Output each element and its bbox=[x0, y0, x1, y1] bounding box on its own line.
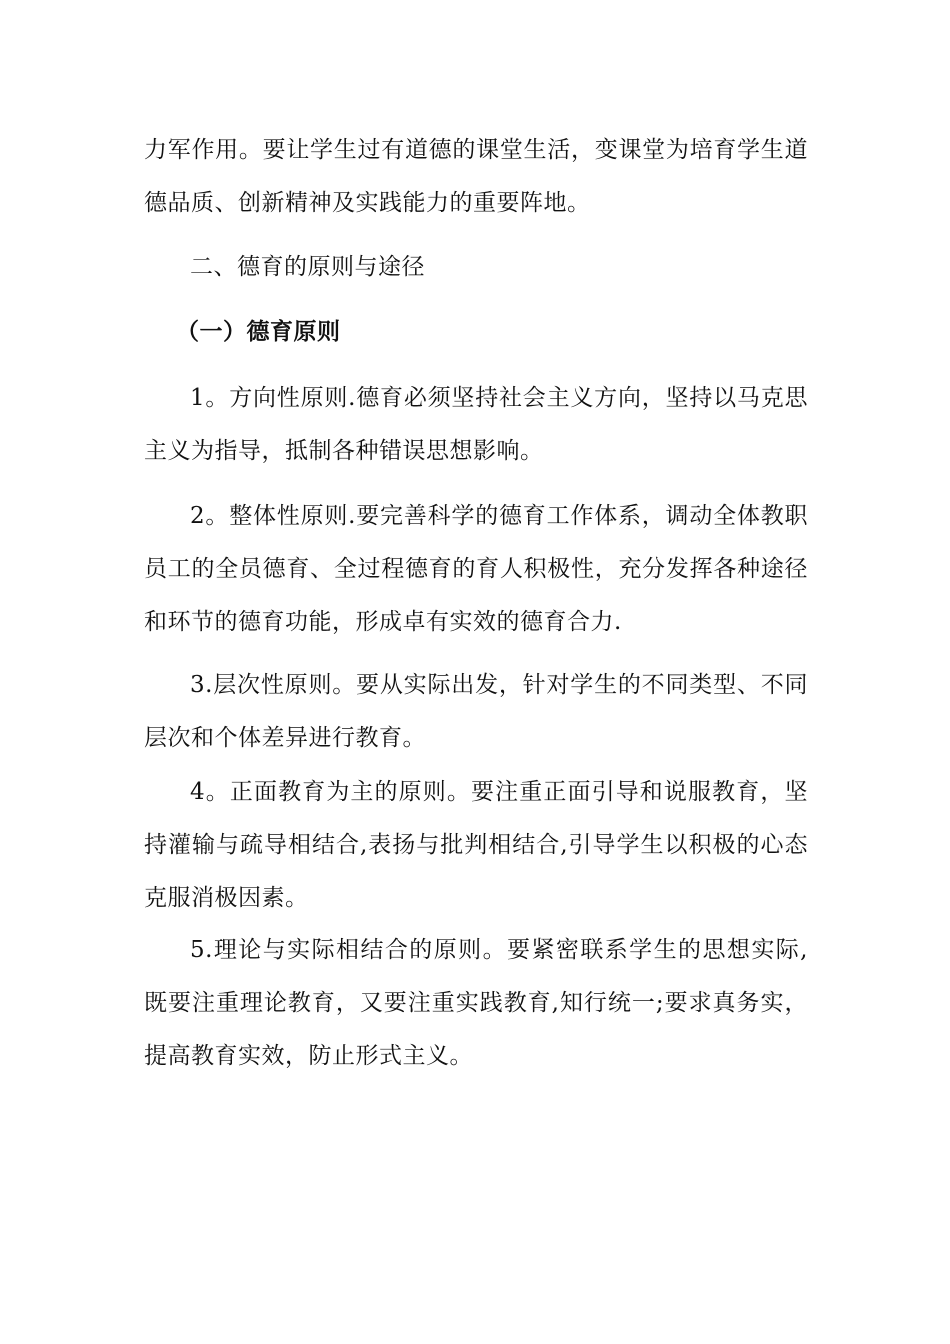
section-heading: 二、德育的原则与途径 bbox=[190, 254, 425, 280]
principle-4: 4。正面教育为主的原则。要注重正面引导和说服教育，坚持灌输与疏导相结合,表扬与批判相结合,引导学生以积极的心态克服消极因素。 bbox=[144, 779, 808, 911]
principle-2: 2。整体性原则.要完善科学的德育工作体系，调动全体教职员工的全员德育、全过程德育的育人积极性，充分发挥各种途径和环节的德育功能，形成卓有实效的德育合力. bbox=[144, 503, 808, 635]
principle-3: 3.层次性原则。要从实际出发，针对学生的不同类型、不同层次和个体差异进行教育。 bbox=[144, 672, 808, 751]
paragraph-continuation: 力军作用。要让学生过有道德的课堂生活，变课堂为培育学生道德品质、创新精神及实践能力的重要阵地。 bbox=[144, 137, 808, 216]
principle-1: 1。方向性原则.德育必须坚持社会主义方向，坚持以马克思主义为指导，抵制各种错误思想影响。 bbox=[144, 385, 808, 464]
subsection-heading: （一）德育原则 bbox=[176, 319, 341, 345]
principle-5: 5.理论与实际相结合的原则。要紧密联系学生的思想实际,既要注重理论教育，又要注重实践教育,知行统一;要求真务实，提高教育实效，防止形式主义。 bbox=[144, 937, 808, 1069]
